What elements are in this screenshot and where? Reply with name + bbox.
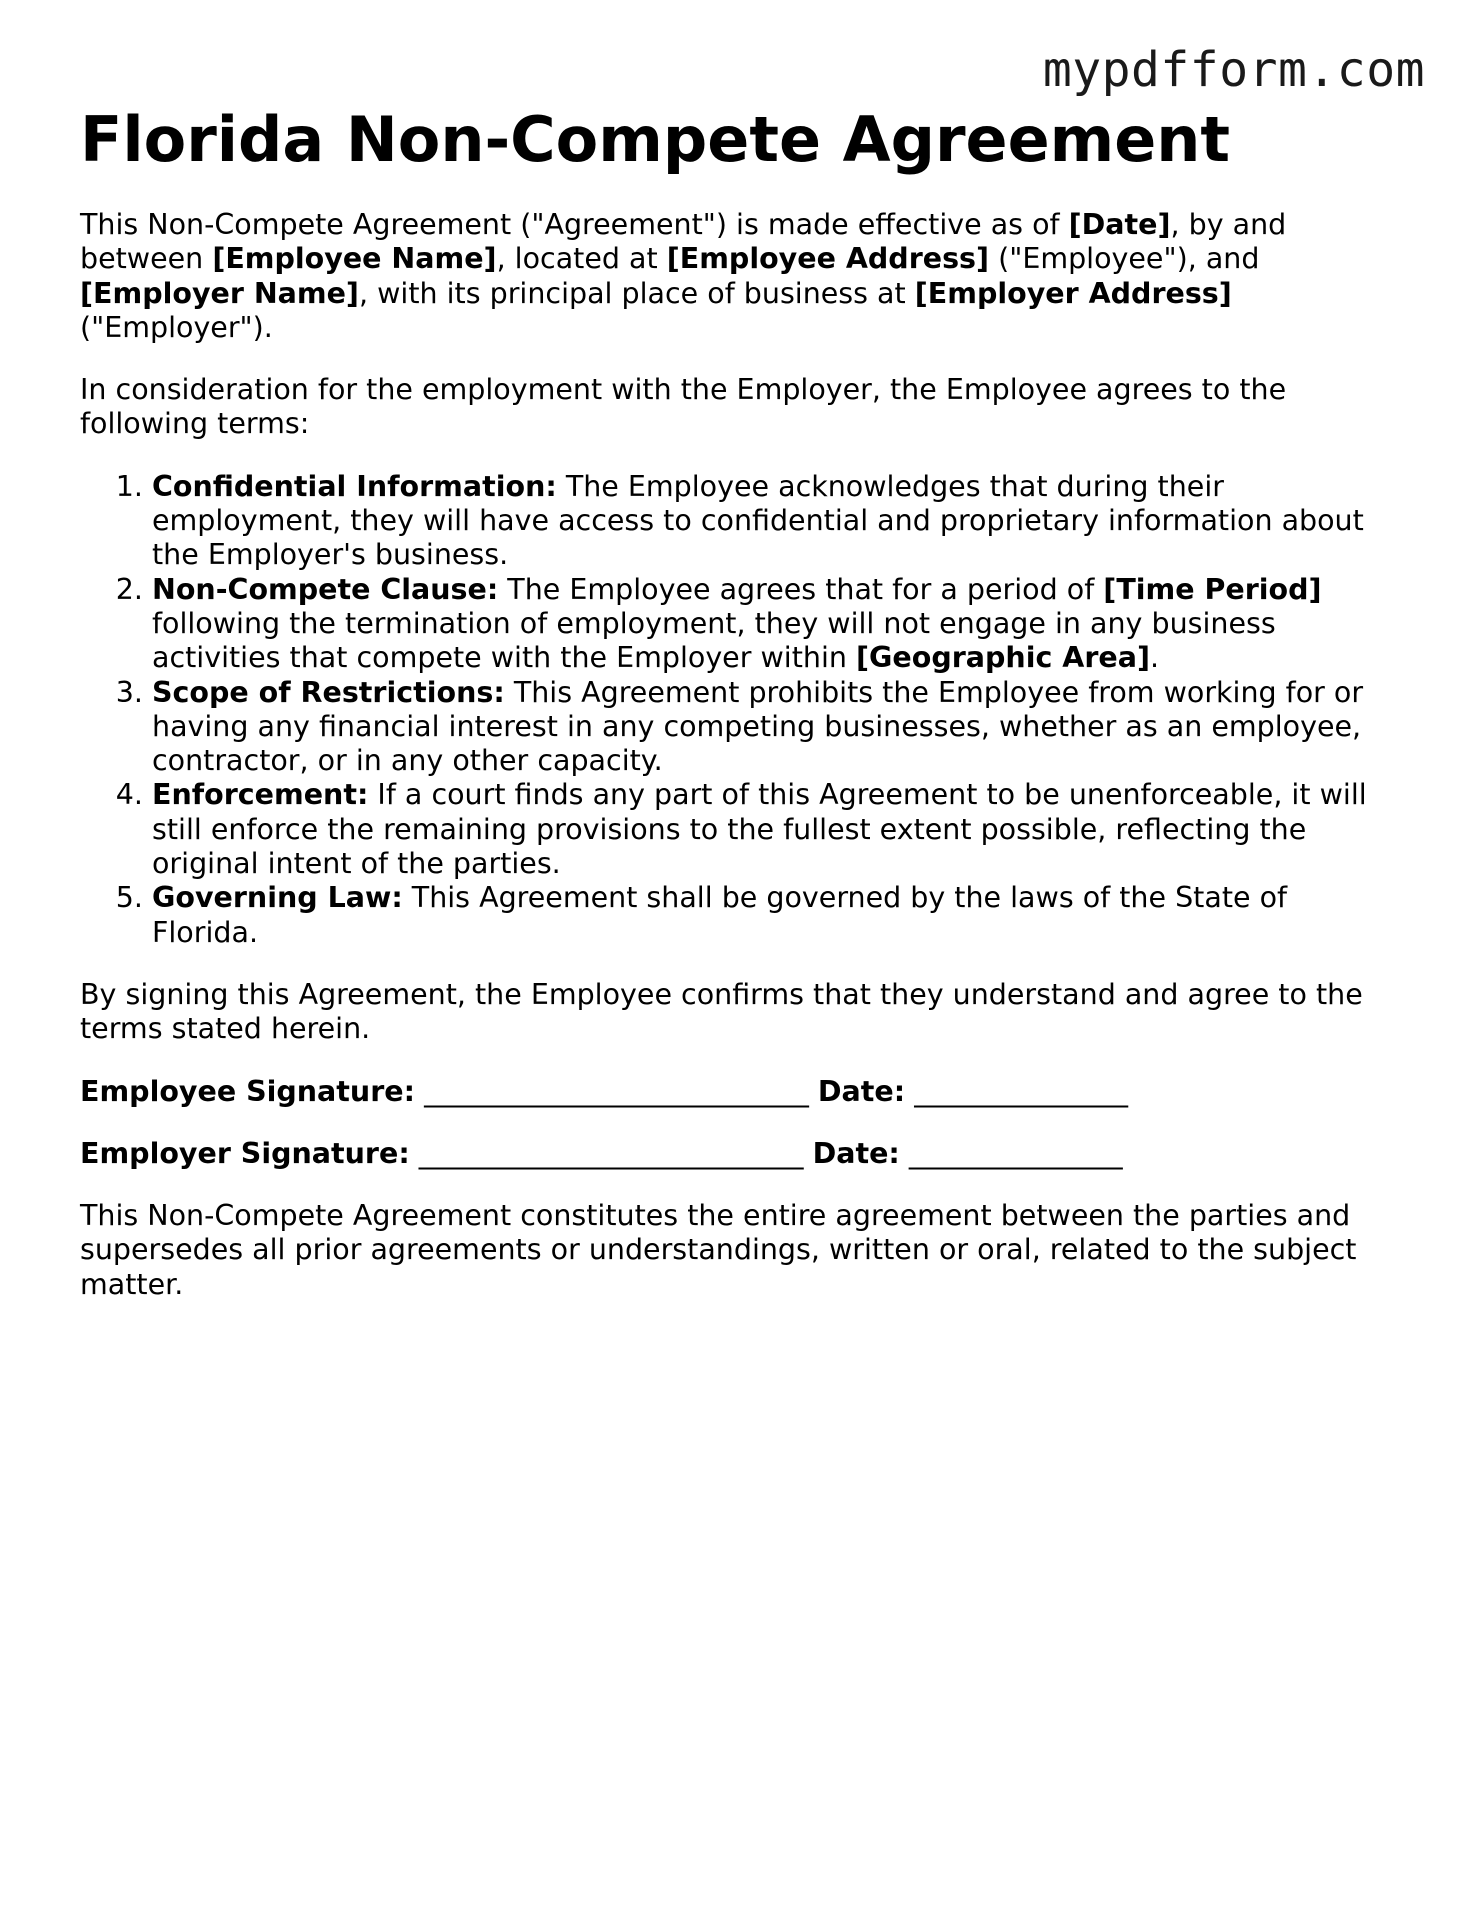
confirmation-paragraph: By signing this Agreement, the Employee confirms that they understand and agree to the terms stated herein. bbox=[80, 977, 1363, 1046]
placeholder-time-period: [Time Period] bbox=[1103, 572, 1322, 606]
placeholder-date: [Date] bbox=[1068, 208, 1171, 241]
intro-paragraph bbox=[80, 208, 1400, 345]
placeholder-geographic-area: [Geographic Area] bbox=[856, 641, 1150, 675]
employer-date-label: Date: bbox=[812, 1136, 900, 1170]
intro-text: , with its principal place of business at bbox=[358, 276, 915, 310]
term-text: This Agreement shall be governed by the laws of the State of Florida. bbox=[152, 881, 1288, 949]
term-text: If a court finds any part of this Agreement to be unenforceable, it will still enforce the remaining provisions to the fullest extent possible, reflecting the original intent of the parties. bbox=[152, 778, 1367, 881]
consideration-paragraph: In consideration for the employment with the Employer, the Employee agrees to the following terms: bbox=[80, 373, 1287, 441]
employer-date-field[interactable]: _______________ bbox=[908, 1136, 1123, 1170]
document-body bbox=[80, 208, 1400, 1330]
term-scope-of-restrictions bbox=[152, 676, 1400, 779]
term-heading: Scope of Restrictions: bbox=[152, 675, 505, 709]
placeholder-employee-address: [Employee Address] bbox=[666, 242, 990, 276]
closing-paragraph: This Non-Compete Agreement constitutes the entire agreement between the parties and supersedes all prior agreements or understandings, written or oral, related to the subject matter. bbox=[80, 1199, 1357, 1301]
employer-signature-field[interactable]: ___________________________ bbox=[418, 1136, 804, 1170]
intro-text: , by and between bbox=[80, 208, 1287, 276]
intro-text: , located at bbox=[496, 242, 667, 276]
term-non-compete-clause bbox=[152, 573, 1400, 676]
employer-signature-label: Employer Signature: bbox=[80, 1136, 410, 1170]
placeholder-employer-name: [Employer Name] bbox=[80, 276, 359, 310]
term-text: The Employee agrees that for a period of bbox=[498, 572, 1104, 606]
placeholder-employer-address: [Employer Address] bbox=[914, 276, 1232, 310]
term-heading: Confidential Information: bbox=[152, 469, 557, 503]
intro-text: This Non-Compete Agreement ("Agreement") is made effective as of bbox=[80, 208, 1069, 241]
term-heading: Governing Law: bbox=[152, 881, 403, 915]
employee-date-label: Date: bbox=[817, 1074, 906, 1108]
intro-text: ("Employee"), and bbox=[989, 242, 1260, 276]
term-heading: Non-Compete Clause: bbox=[152, 572, 499, 606]
document-title: Florida Non-Compete Agreement bbox=[80, 103, 1231, 176]
term-confidential-information bbox=[152, 470, 1400, 573]
term-text: following the termination of employment, they will not engage in any business activities that compete with the Employer within bbox=[152, 606, 1276, 675]
term-text: . bbox=[1150, 641, 1160, 675]
terms-list bbox=[80, 470, 1400, 950]
intro-text: ("Employer"). bbox=[80, 310, 273, 344]
term-enforcement bbox=[152, 778, 1400, 881]
term-text: This Agreement prohibits the Employee from working for or having any financial interest in any competing businesses, whether as an employee, contractor, or in any other capacity. bbox=[152, 675, 1364, 778]
employee-signature-label: Employee Signature: bbox=[80, 1074, 415, 1108]
employee-signature-row bbox=[80, 1075, 1400, 1109]
term-text: The Employee acknowledges that during their employment, they will have access to confidential and proprietary information about the Employer's business. bbox=[152, 469, 1364, 572]
employer-signature-row bbox=[80, 1137, 1400, 1171]
site-watermark: mypdfform.com bbox=[1042, 42, 1425, 98]
term-heading: Enforcement: bbox=[152, 778, 369, 812]
placeholder-employee-name: [Employee Name] bbox=[212, 242, 497, 276]
employee-signature-field[interactable]: ___________________________ bbox=[424, 1074, 809, 1108]
employee-date-field[interactable]: _______________ bbox=[914, 1074, 1128, 1108]
term-governing-law bbox=[152, 881, 1400, 950]
